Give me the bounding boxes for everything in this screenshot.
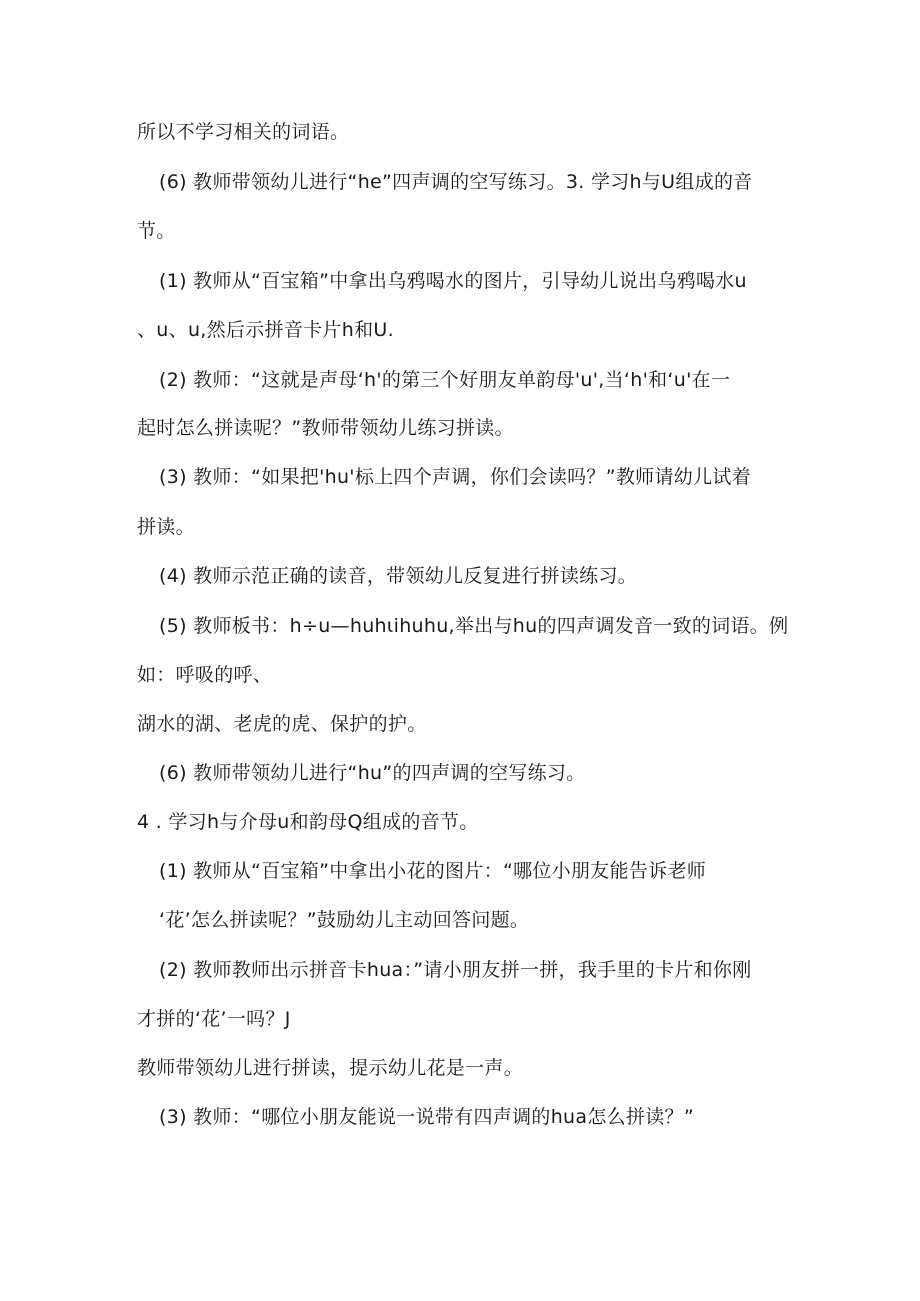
text-line: (6) 教师带领幼儿进行“he”四声调的空写练习。3. 学习h与U组成的音	[159, 171, 753, 193]
text-line: 才拼的‘花’一吗？J	[137, 1008, 291, 1030]
text-line: (2) 教师：“这就是声母‘h'的第三个好朋友单韵母'u',当‘h'和‘u'在一	[159, 369, 731, 391]
text-line: 所以不学习相关的词语。	[137, 121, 350, 143]
text-line: 节。	[137, 220, 176, 242]
text-line: (6) 教师带领幼儿进行“hu”的四声调的空写练习。	[159, 762, 586, 784]
text-line: (1) 教师从“百宝箱”中拿出乌鸦喝水的图片，引导幼儿说出乌鸦喝水u	[159, 270, 747, 292]
text-line: 4 . 学习h与介母u和韵母Q组成的音节。	[137, 811, 479, 833]
text-line: ‘花’怎么拼读呢？”鼓励幼儿主动回答问题。	[159, 909, 530, 931]
text-line: (5) 教师板书：h÷u—huhιihuhu,举出与hu的四声调发音一致的词语。例	[159, 615, 789, 637]
text-line: 如：呼吸的呼、	[137, 664, 273, 686]
text-line: 起时怎么拼读呢？”教师带领幼儿练习拼读。	[137, 417, 514, 439]
text-line: (1) 教师从“百宝箱”中拿出小花的图片：“哪位小朋友能告诉老师	[159, 860, 707, 882]
text-line: 、u、u,然后示拼音卡片h和U.	[137, 319, 394, 341]
text-line: 湖水的湖、老虎的虎、保护的护。	[137, 713, 427, 735]
text-line: 教师带领幼儿进行拼读，提示幼儿花是一声。	[137, 1057, 524, 1079]
text-line: (2) 教师教师出示拼音卡hua：”请小朋友拼一拼，我手里的卡片和你刚	[159, 959, 752, 981]
text-line: 拼读。	[137, 516, 195, 538]
text-line: (3) 教师：“如果把'hu'标上四个声调，你们会读吗？”教师请幼儿试着	[159, 466, 751, 488]
text-line: (3) 教师：“哪位小朋友能说一说带有四声调的hua怎么拼读？”	[159, 1106, 694, 1128]
text-line: (4) 教师示范正确的读音，带领幼儿反复进行拼读练习。	[159, 565, 638, 587]
